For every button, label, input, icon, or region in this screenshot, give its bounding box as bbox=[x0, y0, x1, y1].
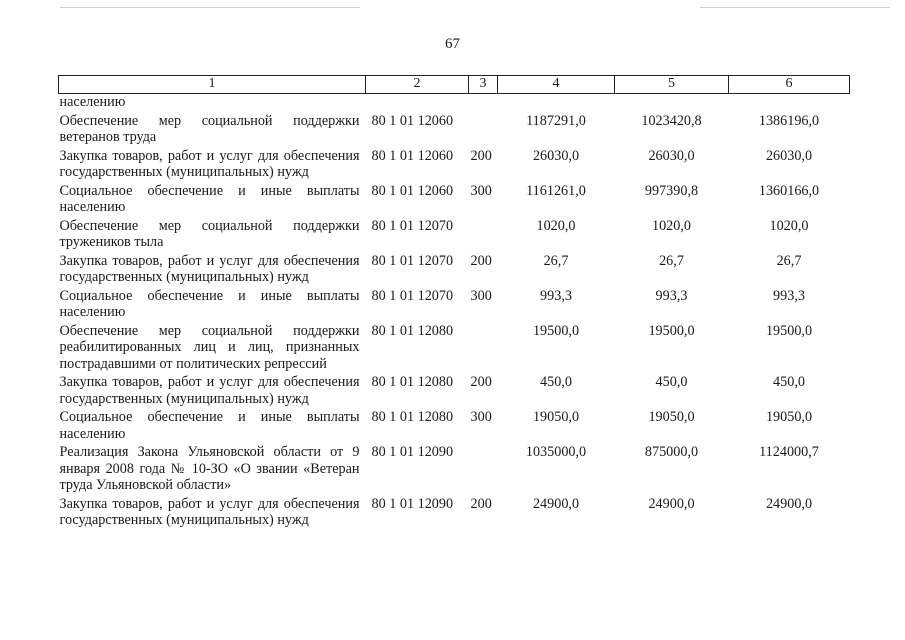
header-col-1: 1 bbox=[59, 76, 366, 94]
row-name: Обеспечение мер социальной поддержки тружеников тыла bbox=[59, 217, 360, 250]
row-name: Закупка товаров, работ и услуг для обеспечения государственных (муниципальных) нужд bbox=[59, 374, 360, 407]
header-col-3: 3 bbox=[469, 76, 498, 94]
row-name: Закупка товаров, работ и услуг для обеспечения государственных (муниципальных) нужд bbox=[59, 252, 360, 285]
row-target-code bbox=[366, 94, 469, 113]
row-name: Закупка товаров, работ и услуг для обеспечения государственных (муниципальных) нужд bbox=[59, 495, 360, 528]
row-value-col-5: 19050,0 bbox=[648, 409, 695, 425]
row-value-col-5: 24900,0 bbox=[648, 495, 695, 512]
row-value-col-4: 1020,0 bbox=[536, 217, 576, 234]
table-row bbox=[59, 374, 850, 409]
row-value-col-5: 993,3 bbox=[655, 287, 688, 304]
row-name: Обеспечение мер социальной поддержки реабилитированных лиц и лиц, признанных пострадавшими от политических репрессий bbox=[59, 322, 360, 372]
row-value-col-4: 1187291,0 bbox=[526, 112, 586, 129]
row-value-col-4: 1035000,0 bbox=[525, 444, 587, 460]
table-row bbox=[59, 323, 850, 375]
row-value-col-4: 19050,0 bbox=[532, 409, 580, 425]
row-target-code: 80 1 01 12060 bbox=[371, 112, 454, 129]
row-target-code: 80 1 01 12070 bbox=[371, 287, 454, 304]
row-value-col-6: 993,3 bbox=[773, 287, 805, 304]
table-row bbox=[59, 113, 850, 148]
table-row bbox=[59, 148, 850, 183]
row-value-col-5 bbox=[615, 94, 729, 113]
row-target-code: 80 1 01 12070 bbox=[371, 252, 454, 269]
row-target-code: 80 1 01 12080 bbox=[371, 374, 454, 390]
table-body bbox=[59, 94, 850, 531]
row-value-col-6: 19500,0 bbox=[765, 322, 813, 339]
row-target-code: 80 1 01 12090 bbox=[371, 444, 454, 460]
header-col-5: 5 bbox=[615, 76, 729, 94]
row-expense-type: 200 bbox=[470, 374, 492, 390]
row-target-code: 80 1 01 12060 bbox=[371, 147, 454, 164]
row-name: Социальное обеспечение и иные выплаты населению bbox=[59, 182, 360, 215]
row-value-col-4: 1161261,0 bbox=[526, 182, 586, 199]
row-name: Закупка товаров, работ и услуг для обеспечения государственных (муниципальных) нужд bbox=[59, 147, 360, 180]
header-col-4: 4 bbox=[498, 76, 615, 94]
table-row bbox=[59, 444, 850, 496]
row-value-col-4: 19500,0 bbox=[532, 322, 580, 339]
row-expense-type bbox=[469, 113, 498, 148]
row-expense-type: 300 bbox=[470, 409, 492, 425]
page-number: 67 bbox=[445, 36, 460, 52]
row-name: населению bbox=[59, 94, 126, 110]
row-expense-type bbox=[469, 323, 498, 375]
row-value-col-5: 1023420,8 bbox=[641, 112, 702, 129]
row-value-col-5: 26,7 bbox=[659, 252, 684, 269]
row-expense-type: 200 bbox=[470, 495, 492, 512]
table-row bbox=[59, 496, 850, 531]
row-value-col-6: 19050,0 bbox=[765, 409, 813, 425]
header-row bbox=[59, 76, 850, 94]
header-col-2: 2 bbox=[366, 76, 469, 94]
row-value-col-6: 1386196,0 bbox=[758, 112, 820, 129]
scan-artifact-top bbox=[60, 7, 360, 8]
row-expense-type bbox=[469, 218, 498, 253]
row-value-col-4 bbox=[498, 94, 615, 113]
row-target-code: 80 1 01 12090 bbox=[371, 495, 454, 512]
row-value-col-6 bbox=[729, 94, 850, 113]
table-row bbox=[59, 183, 850, 218]
row-target-code: 80 1 01 12080 bbox=[371, 322, 454, 339]
row-value-col-4: 450,0 bbox=[540, 374, 572, 390]
budget-table bbox=[58, 75, 850, 531]
row-name: Реализация Закона Ульяновской области от 9 января 2008 года № 10-ЗО «О звании «Ветеран труда Ульяновской области» bbox=[59, 444, 360, 493]
table-row bbox=[59, 288, 850, 323]
table-row bbox=[59, 94, 850, 113]
scan-artifact-top-right bbox=[700, 7, 890, 8]
row-value-col-6: 26030,0 bbox=[765, 147, 813, 164]
row-value-col-6: 450,0 bbox=[773, 374, 805, 390]
row-value-col-6: 26,7 bbox=[776, 252, 802, 269]
table-row bbox=[59, 218, 850, 253]
row-expense-type: 300 bbox=[470, 182, 492, 199]
table-row bbox=[59, 253, 850, 288]
row-value-col-5: 1020,0 bbox=[651, 217, 691, 234]
row-name: Обеспечение мер социальной поддержки ветеранов труда bbox=[59, 112, 360, 145]
row-value-col-5: 450,0 bbox=[655, 374, 688, 390]
row-value-col-5: 26030,0 bbox=[648, 147, 695, 164]
row-value-col-4: 24900,0 bbox=[532, 495, 580, 512]
row-value-col-4: 993,3 bbox=[540, 287, 572, 304]
row-value-col-5: 875000,0 bbox=[644, 444, 699, 460]
row-value-col-4: 26,7 bbox=[543, 252, 569, 269]
header-col-6: 6 bbox=[729, 76, 850, 94]
row-name: Социальное обеспечение и иные выплаты населению bbox=[59, 409, 360, 442]
row-target-code: 80 1 01 12060 bbox=[371, 182, 454, 199]
table-row bbox=[59, 409, 850, 444]
row-value-col-5: 997390,8 bbox=[644, 182, 699, 199]
row-name: Социальное обеспечение и иные выплаты населению bbox=[59, 287, 360, 320]
row-value-col-6: 1020,0 bbox=[769, 217, 809, 234]
row-expense-type: 300 bbox=[470, 287, 492, 304]
row-expense-type: 200 bbox=[470, 147, 492, 164]
row-expense-type bbox=[469, 94, 498, 113]
row-target-code: 80 1 01 12070 bbox=[371, 217, 454, 234]
row-expense-type bbox=[469, 444, 498, 496]
row-value-col-6: 1124000,7 bbox=[759, 444, 819, 460]
row-target-code: 80 1 01 12080 bbox=[371, 409, 454, 425]
table-header bbox=[59, 76, 850, 94]
row-value-col-6: 1360166,0 bbox=[758, 182, 820, 199]
row-value-col-4: 26030,0 bbox=[532, 147, 580, 164]
row-expense-type: 200 bbox=[470, 252, 492, 269]
row-value-col-5: 19500,0 bbox=[648, 322, 695, 339]
row-value-col-6: 24900,0 bbox=[765, 495, 813, 512]
